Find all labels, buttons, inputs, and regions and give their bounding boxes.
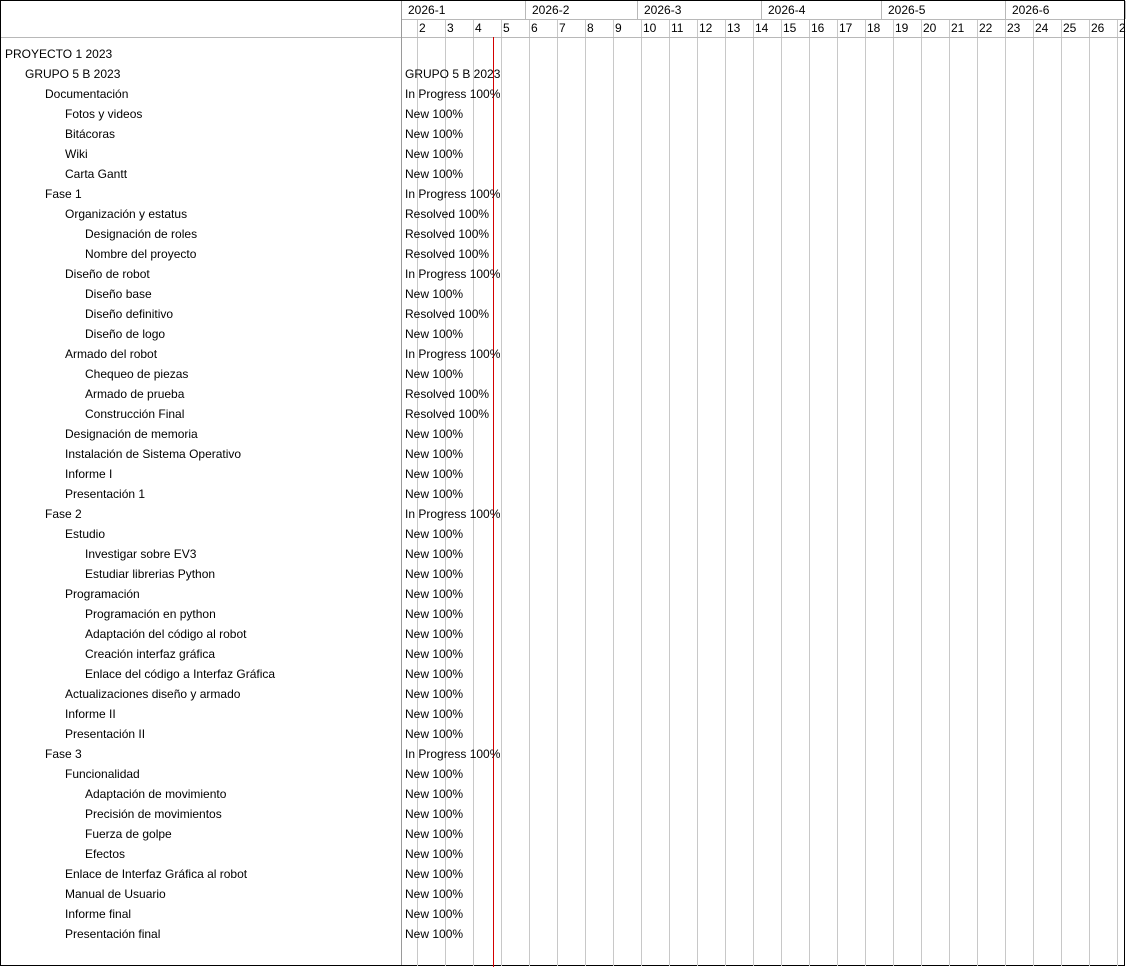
task-name: Wiki	[65, 147, 88, 161]
task-status-label: New 100%	[405, 807, 464, 821]
task-name: Diseño de logo	[85, 327, 166, 341]
task-name: Funcionalidad	[65, 767, 140, 781]
task-status-label: In Progress 100%	[405, 187, 501, 201]
task-row[interactable]	[1, 124, 1124, 144]
task-status-label: In Progress 100%	[405, 507, 501, 521]
task-status-label: In Progress 100%	[405, 87, 501, 101]
task-name: Chequeo de piezas	[85, 367, 189, 381]
task-row[interactable]	[1, 744, 1124, 764]
week-label: 20	[923, 21, 937, 35]
task-row[interactable]	[1, 804, 1124, 824]
task-status-label: Resolved 100%	[405, 207, 490, 221]
task-row[interactable]	[1, 244, 1124, 264]
month-label: 2026-5	[882, 1, 1006, 19]
task-name: Informe II	[65, 707, 116, 721]
task-status-label: GRUPO 5 B 2023	[405, 67, 501, 81]
task-status-label: New 100%	[405, 907, 464, 921]
task-status-label: New 100%	[405, 327, 464, 341]
task-name: Fase 3	[45, 747, 82, 761]
week-label: 23	[1007, 21, 1021, 35]
week-label: 17	[839, 21, 853, 35]
task-name: Programación	[65, 587, 140, 601]
task-status-label: New 100%	[405, 667, 464, 681]
task-status-label: In Progress 100%	[405, 747, 501, 761]
task-name: Estudiar librerias Python	[85, 567, 216, 581]
task-status-label: New 100%	[405, 467, 464, 481]
task-name: Programación en python	[85, 607, 216, 621]
task-name: Manual de Usuario	[65, 887, 166, 901]
task-status-label: New 100%	[405, 687, 464, 701]
week-label: 9	[615, 21, 622, 35]
task-row[interactable]	[1, 404, 1124, 424]
task-name: Organización y estatus	[65, 207, 188, 221]
task-name: Adaptación de movimiento	[85, 787, 227, 801]
task-status-label: New 100%	[405, 727, 464, 741]
task-status-label: In Progress 100%	[405, 347, 501, 361]
task-name: Instalación de Sistema Operativo	[65, 447, 242, 461]
week-label: 14	[755, 21, 769, 35]
month-label: 2026-6	[1006, 1, 1126, 19]
task-row[interactable]	[1, 484, 1124, 504]
task-name: Presentación 1	[65, 487, 146, 501]
task-name: Informe final	[65, 907, 132, 921]
task-status-label: New 100%	[405, 707, 464, 721]
task-status-label: New 100%	[405, 787, 464, 801]
task-name: Fase 1	[45, 187, 82, 201]
task-status-label: Resolved 100%	[405, 227, 490, 241]
task-name: Presentación final	[65, 927, 161, 941]
task-row[interactable]	[1, 104, 1124, 124]
week-header	[402, 20, 1124, 37]
header-divider	[1, 37, 1124, 38]
task-row[interactable]	[1, 504, 1124, 524]
task-status-label: New 100%	[405, 767, 464, 781]
task-row[interactable]	[1, 704, 1124, 724]
task-row[interactable]	[1, 524, 1124, 544]
task-status-label: New 100%	[405, 587, 464, 601]
task-row[interactable]	[1, 324, 1124, 344]
task-name: Informe I	[65, 467, 113, 481]
task-row[interactable]	[1, 684, 1124, 704]
task-name: Construcción Final	[85, 407, 185, 421]
task-name: Presentación II	[65, 727, 146, 741]
task-name: Fotos y videos	[65, 107, 143, 121]
task-row[interactable]	[1, 664, 1124, 684]
task-row[interactable]	[1, 184, 1124, 204]
task-row[interactable]	[1, 424, 1124, 444]
week-label: 7	[559, 21, 566, 35]
week-label: 8	[587, 21, 594, 35]
task-status-label: In Progress 100%	[405, 267, 501, 281]
week-label: 16	[811, 21, 825, 35]
month-label: 2026-3	[638, 1, 762, 19]
task-row[interactable]	[1, 904, 1124, 924]
task-status-label: New 100%	[405, 847, 464, 861]
task-name: Enlace del código a Interfaz Gráfica	[85, 667, 276, 681]
task-row[interactable]	[1, 604, 1124, 624]
task-name: Diseño base	[85, 287, 152, 301]
week-label: 5	[503, 21, 510, 35]
task-row[interactable]	[1, 444, 1124, 464]
task-row[interactable]	[1, 304, 1124, 324]
task-status-label: New 100%	[405, 927, 464, 941]
week-label: 18	[867, 21, 881, 35]
task-name: Fuerza de golpe	[85, 827, 172, 841]
week-label: 26	[1091, 21, 1105, 35]
task-status-label: New 100%	[405, 547, 464, 561]
task-status-label: New 100%	[405, 827, 464, 841]
task-row[interactable]	[1, 564, 1124, 584]
task-row[interactable]	[1, 344, 1124, 364]
month-header	[402, 1, 1124, 19]
week-label: 24	[1035, 21, 1049, 35]
week-label: 2	[1119, 21, 1126, 35]
task-row[interactable]	[1, 464, 1124, 484]
task-row[interactable]	[1, 544, 1124, 564]
task-status-label: Resolved 100%	[405, 307, 490, 321]
task-name: Adaptación del código al robot	[85, 627, 247, 641]
task-status-label: New 100%	[405, 367, 464, 381]
task-status-label: New 100%	[405, 627, 464, 641]
week-label: 21	[951, 21, 965, 35]
month-label: 2026-1	[402, 1, 526, 19]
task-row[interactable]	[1, 284, 1124, 304]
task-row[interactable]	[1, 164, 1124, 184]
week-label: 22	[979, 21, 993, 35]
task-status-label: New 100%	[405, 167, 464, 181]
task-row[interactable]	[1, 204, 1124, 224]
task-row[interactable]	[1, 884, 1124, 904]
task-status-label: New 100%	[405, 647, 464, 661]
task-row[interactable]	[1, 724, 1124, 744]
task-name: Nombre del proyecto	[85, 247, 197, 261]
task-row[interactable]	[1, 824, 1124, 844]
week-label: 11	[671, 21, 684, 35]
task-name: Designación de roles	[85, 227, 198, 241]
task-name: PROYECTO 1 2023	[5, 47, 113, 61]
task-status-label: New 100%	[405, 887, 464, 901]
week-label: 12	[699, 21, 713, 35]
week-label: 3	[447, 21, 454, 35]
task-row[interactable]	[1, 264, 1124, 284]
task-row[interactable]	[1, 364, 1124, 384]
task-name: Designación de memoria	[65, 427, 198, 441]
task-name: Creación interfaz gráfica	[85, 647, 216, 661]
week-label: 13	[727, 21, 741, 35]
week-label: 4	[475, 21, 482, 35]
task-row[interactable]	[1, 844, 1124, 864]
task-status-label: New 100%	[405, 447, 464, 461]
task-name: Bitácoras	[65, 127, 116, 141]
task-row[interactable]	[1, 64, 1124, 84]
task-status-label: New 100%	[405, 527, 464, 541]
task-row[interactable]	[1, 584, 1124, 604]
task-name: Fase 2	[45, 507, 82, 521]
task-status-label: New 100%	[405, 867, 464, 881]
task-name: Diseño definitivo	[85, 307, 174, 321]
task-status-label: New 100%	[405, 607, 464, 621]
task-name: Investigar sobre EV3	[85, 547, 197, 561]
task-row[interactable]	[1, 784, 1124, 804]
week-label: 10	[643, 21, 657, 35]
task-status-label: New 100%	[405, 287, 464, 301]
task-name: Efectos	[85, 847, 126, 861]
task-status-label: New 100%	[405, 567, 464, 581]
task-name: Actualizaciones diseño y armado	[65, 687, 241, 701]
task-row[interactable]	[1, 924, 1124, 944]
task-name: Armado del robot	[65, 347, 158, 361]
task-status-label: Resolved 100%	[405, 247, 490, 261]
task-row[interactable]	[1, 764, 1124, 784]
task-status-label: New 100%	[405, 427, 464, 441]
task-row[interactable]	[1, 84, 1124, 104]
month-label: 2026-4	[762, 1, 882, 19]
week-label: 19	[895, 21, 909, 35]
task-row[interactable]	[1, 864, 1124, 884]
task-row[interactable]	[1, 44, 1124, 64]
task-name: Documentación	[45, 87, 129, 101]
task-status-label: Resolved 100%	[405, 387, 490, 401]
task-name: Armado de prueba	[85, 387, 185, 401]
task-row[interactable]	[1, 224, 1124, 244]
task-row[interactable]	[1, 144, 1124, 164]
task-status-label: Resolved 100%	[405, 407, 490, 421]
task-tree	[1, 44, 1124, 944]
task-name: Carta Gantt	[65, 167, 128, 181]
task-name: Precisión de movimientos	[85, 807, 222, 821]
task-status-label: New 100%	[405, 107, 464, 121]
week-label: 25	[1063, 21, 1077, 35]
month-label: 2026-2	[526, 1, 638, 19]
task-name: GRUPO 5 B 2023	[25, 67, 121, 81]
week-label: 6	[531, 21, 538, 35]
task-name: Diseño de robot	[65, 267, 150, 281]
task-status-label: New 100%	[405, 487, 464, 501]
task-status-label: New 100%	[405, 147, 464, 161]
week-label: 2	[419, 21, 426, 35]
week-label: 15	[783, 21, 797, 35]
task-row[interactable]	[1, 384, 1124, 404]
task-status-label: New 100%	[405, 127, 464, 141]
task-name: Estudio	[65, 527, 106, 541]
task-row[interactable]	[1, 624, 1124, 644]
task-name: Enlace de Interfaz Gráfica al robot	[65, 867, 248, 881]
task-row[interactable]	[1, 644, 1124, 664]
